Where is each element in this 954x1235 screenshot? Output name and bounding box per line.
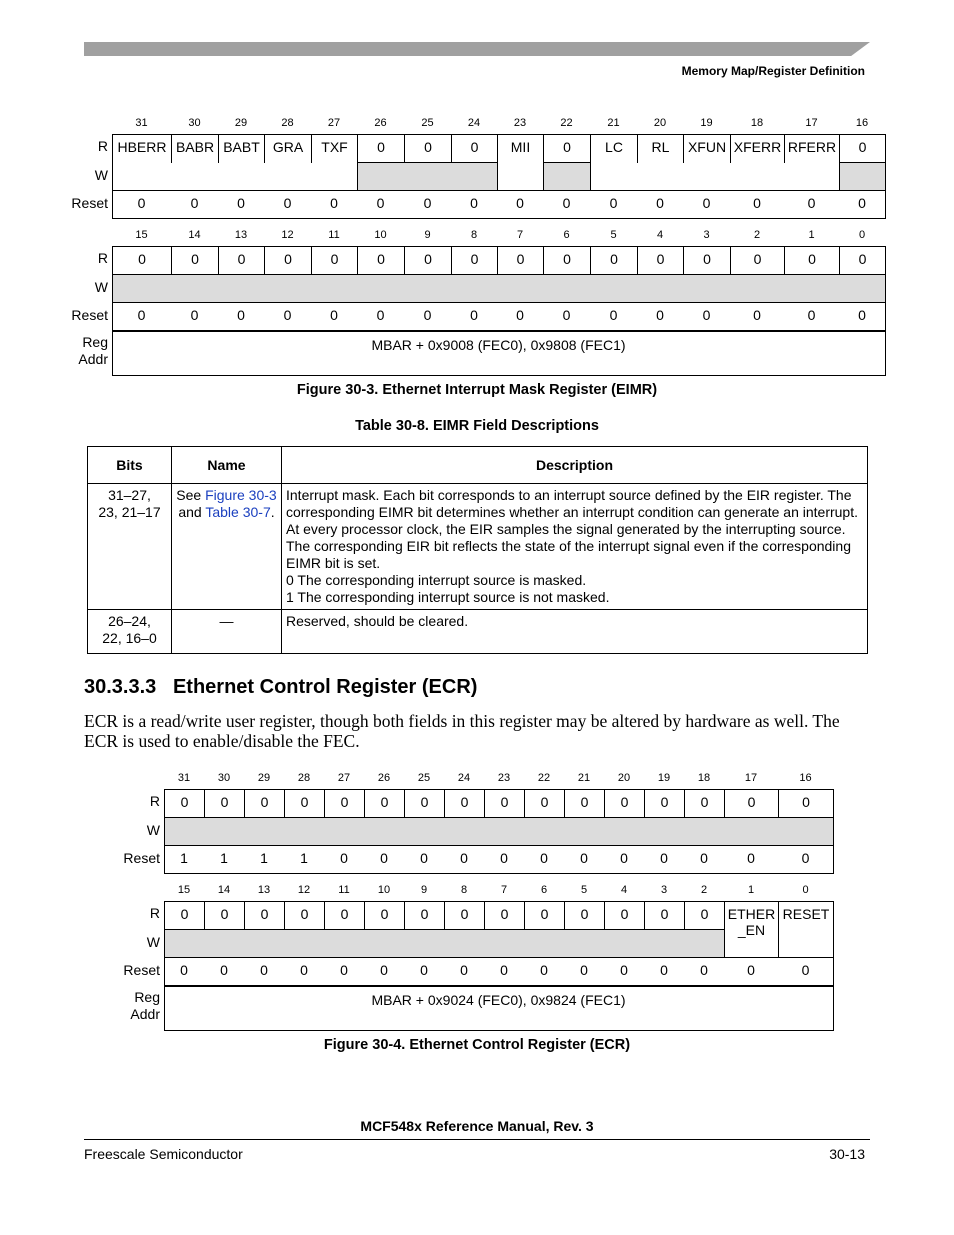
row-label-r: R	[97, 138, 108, 154]
field-cell: MII	[497, 134, 544, 163]
reset-value: 0	[562, 195, 571, 211]
figure-caption-ecr: Figure 30-4. Ethernet Control Register (ECR)	[323, 1037, 631, 1053]
reset-value: 0	[137, 307, 146, 323]
reset-value: 0	[747, 962, 755, 978]
field-cell: 0	[778, 789, 834, 818]
field-cell: 0	[839, 246, 886, 275]
bit-number: 29	[234, 117, 248, 129]
reset-value: 0	[420, 850, 428, 866]
write-reserved-shade	[357, 162, 498, 191]
field-cell: ETHER _EN	[724, 901, 779, 958]
bit-number: 30	[217, 772, 231, 784]
reset-value: 0	[801, 962, 810, 978]
field-cell: 0	[204, 901, 245, 930]
reset-value: 0	[190, 307, 199, 323]
description-option: 1 The corresponding interrupt source is not masked.	[286, 589, 610, 605]
reset-value: 0	[620, 962, 628, 978]
field-cell: 0	[404, 134, 452, 163]
bit-number: 4	[656, 229, 664, 241]
section-heading: 30.3.3.3 Ethernet Control Register (ECR)	[84, 676, 478, 698]
section-body: ECR is a read/write user register, though both fields in this register may be altered by hardware as well. The ECR is used to enable/disable the FEC.	[84, 711, 840, 751]
row-label-reset: Reset	[71, 195, 108, 211]
row-label-addr: Addr	[130, 1006, 160, 1022]
field-cell: 0	[724, 789, 779, 818]
bit-number: 13	[257, 884, 271, 896]
reset-value: 0	[700, 962, 708, 978]
field-cell: 0	[497, 246, 544, 275]
reset-value: 0	[376, 195, 385, 211]
row-label-addr: Addr	[78, 351, 108, 367]
field-cell: 0	[444, 789, 485, 818]
row-label-reset: Reset	[71, 307, 108, 323]
field-cell: 0	[637, 246, 684, 275]
bits-text: 31–27,	[108, 487, 151, 503]
bit-number: 16	[799, 772, 812, 784]
reset-value: 0	[700, 850, 708, 866]
row-label-reg: Reg	[82, 334, 108, 350]
bit-number: 8	[460, 884, 468, 896]
field-cell: 0	[784, 246, 840, 275]
reset-value: 0	[500, 850, 508, 866]
bit-number: 20	[653, 117, 667, 129]
field-cell: 0	[364, 789, 405, 818]
reset-value: 0	[609, 195, 618, 211]
bits-text: 26–24,	[108, 613, 151, 629]
bit-number: 30	[188, 117, 201, 129]
bit-number: 7	[516, 229, 524, 241]
bit-number: 1	[747, 884, 755, 896]
reset-value: 0	[340, 962, 348, 978]
bits-cell	[88, 484, 172, 610]
bit-number: 7	[500, 884, 508, 896]
row-label-w: W	[94, 279, 108, 295]
bit-number: 21	[577, 772, 591, 784]
description-header: Description	[282, 447, 868, 484]
bit-number: 16	[855, 117, 869, 129]
reset-value: 0	[380, 962, 388, 978]
bit-number: 18	[750, 117, 764, 129]
field-cell: 0	[244, 901, 285, 930]
reset-value: 0	[580, 962, 588, 978]
reset-value: 0	[801, 850, 810, 866]
field-cell: 0	[564, 789, 605, 818]
bits-cell	[88, 610, 172, 654]
field-cell: 0	[484, 789, 525, 818]
field-cell: 0	[404, 246, 452, 275]
bit-number: 27	[337, 772, 351, 784]
row-label-r: R	[149, 793, 160, 809]
reg-address: MBAR + 0x9024 (FEC0), 0x9824 (FEC1)	[371, 992, 626, 1008]
bit-number: 22	[537, 772, 551, 784]
page-number: 30-13	[829, 1146, 865, 1162]
table-row	[88, 484, 868, 610]
reset-value: 0	[137, 195, 146, 211]
reset-value: 0	[660, 962, 668, 978]
reset-value: 0	[753, 307, 761, 323]
reset-value: 0	[516, 195, 524, 211]
header-bar	[84, 42, 870, 56]
reset-value: 0	[609, 307, 618, 323]
field-cell: 0	[564, 901, 605, 930]
bit-number: 5	[580, 884, 588, 896]
reset-value: 0	[540, 962, 548, 978]
bit-number: 31	[177, 772, 191, 784]
write-reserved-shade	[112, 274, 886, 303]
field-cell: 0	[684, 789, 725, 818]
field-cell: 0	[524, 789, 565, 818]
field-cell: 0	[284, 901, 325, 930]
name-text: .	[270, 504, 275, 520]
field-cell: 0	[204, 789, 245, 818]
bit-number: 2	[753, 229, 761, 241]
reset-value: 0	[340, 850, 348, 866]
row-label-r: R	[97, 250, 108, 266]
table-caption: Table 30-8. EIMR Field Descriptions	[355, 418, 599, 434]
write-reserved-shade	[164, 817, 834, 846]
reset-value: 0	[470, 195, 478, 211]
bit-number: 6	[563, 229, 570, 241]
field-cell: HBERR	[112, 134, 172, 163]
bit-number: 12	[297, 884, 311, 896]
reset-value: 0	[702, 195, 711, 211]
name-text: See	[176, 487, 206, 503]
name-text: and	[178, 504, 206, 520]
reset-value: 1	[300, 850, 308, 866]
reset-value: 0	[580, 850, 588, 866]
reset-value: 0	[283, 307, 292, 323]
bit-number: 6	[540, 884, 548, 896]
bit-number: 28	[297, 772, 311, 784]
field-cell: 0	[644, 901, 685, 930]
row-label-reset: Reset	[123, 850, 160, 866]
bit-number: 25	[421, 117, 434, 129]
reset-value: 0	[180, 962, 188, 978]
field-cell: 0	[357, 246, 405, 275]
field-cell: 0	[164, 789, 205, 818]
figure-link[interactable]: Figure 30-3	[205, 487, 277, 503]
bit-number: 21	[607, 117, 620, 129]
field-cell: 0	[311, 246, 358, 275]
description-cell: Reserved, should be cleared.	[282, 610, 868, 654]
field-cell: 0	[218, 246, 265, 275]
bit-number: 26	[374, 117, 387, 129]
field-cell: 0	[357, 134, 405, 163]
description-option: 0 The corresponding interrupt source is masked.	[286, 572, 587, 588]
bit-number: 4	[620, 884, 628, 896]
field-cell: 0	[324, 789, 365, 818]
bit-number: 14	[188, 229, 201, 241]
write-reserved-shade	[543, 162, 591, 191]
field-cell: 0	[644, 789, 685, 818]
reset-value: 0	[562, 307, 571, 323]
bit-number: 14	[217, 884, 231, 896]
reset-value: 0	[283, 195, 292, 211]
field-cell: RL	[637, 134, 684, 163]
bit-number: 24	[467, 117, 481, 129]
bit-number: 0	[858, 229, 866, 241]
field-cell: 0	[543, 134, 591, 163]
field-cell: 0	[244, 789, 285, 818]
bit-number: 19	[700, 117, 713, 129]
bit-number: 23	[513, 117, 527, 129]
footer-divider	[84, 1139, 870, 1140]
description-cell	[282, 484, 868, 610]
field-cell: 0	[164, 901, 205, 930]
reset-value: 0	[220, 962, 228, 978]
company-name: Freescale Semiconductor	[84, 1146, 243, 1162]
bit-number: 22	[560, 117, 573, 129]
name-header: Name	[172, 447, 282, 484]
bit-number: 15	[177, 884, 191, 896]
bit-number: 8	[470, 229, 478, 241]
field-cell: 0	[524, 901, 565, 930]
reset-value: 0	[656, 195, 664, 211]
reset-value: 0	[460, 962, 468, 978]
reset-value: 0	[807, 195, 816, 211]
reset-value: 0	[858, 195, 866, 211]
reset-value: 0	[420, 962, 428, 978]
reset-value: 0	[516, 307, 524, 323]
reset-value: 0	[747, 850, 755, 866]
field-cell: 0	[730, 246, 785, 275]
field-cell: BABR	[171, 134, 219, 163]
row-label-reset: Reset	[123, 962, 160, 978]
reset-value: 0	[260, 962, 268, 978]
field-cell: 0	[112, 246, 172, 275]
field-cell: 0	[604, 901, 645, 930]
field-cell: 0	[839, 134, 886, 163]
row-label-w: W	[146, 934, 160, 950]
row-label-w: W	[94, 167, 108, 183]
bit-number: 3	[703, 229, 710, 241]
reset-value: 0	[702, 307, 711, 323]
field-cell: BABT	[218, 134, 265, 163]
bit-number: 5	[610, 229, 617, 241]
bit-number: 11	[328, 229, 340, 241]
field-cell: 0	[264, 246, 312, 275]
name-cell: —	[172, 610, 282, 654]
reset-value: 0	[660, 850, 668, 866]
bit-number: 13	[234, 229, 248, 241]
bit-number: 2	[700, 884, 708, 896]
reset-value: 0	[237, 307, 245, 323]
reset-value: 1	[260, 850, 268, 866]
field-cell: GRA	[264, 134, 312, 163]
field-cell: 0	[404, 789, 445, 818]
manual-title: MCF548x Reference Manual, Rev. 3	[360, 1118, 594, 1134]
table-header-row	[88, 447, 868, 484]
name-cell	[172, 484, 282, 610]
table-row	[88, 610, 868, 654]
reset-value: 0	[470, 307, 478, 323]
bit-number: 28	[281, 117, 294, 129]
reset-value: 0	[807, 307, 816, 323]
bits-text: 23, 21–17	[98, 504, 161, 520]
row-label-reg: Reg	[134, 989, 160, 1005]
bit-number: 31	[135, 117, 148, 129]
bits-header: Bits	[88, 447, 172, 484]
field-cell: 0	[451, 134, 498, 163]
reset-value: 0	[858, 307, 866, 323]
bit-number: 20	[617, 772, 631, 784]
field-cell: 0	[451, 246, 498, 275]
reset-value: 0	[423, 195, 432, 211]
field-cell: RESET	[778, 901, 834, 958]
bit-number: 25	[417, 772, 431, 784]
bit-number: 9	[420, 884, 428, 896]
reset-value: 0	[500, 962, 508, 978]
running-header: Memory Map/Register Definition	[681, 64, 865, 78]
field-cell: 0	[684, 901, 725, 930]
reset-value: 1	[220, 850, 228, 866]
field-cell: 0	[444, 901, 485, 930]
reset-value: 0	[330, 307, 338, 323]
field-cell: 0	[324, 901, 365, 930]
reset-value: 1	[180, 850, 188, 866]
field-cell: 0	[404, 901, 445, 930]
reg-address: MBAR + 0x9008 (FEC0), 0x9808 (FEC1)	[371, 337, 626, 353]
bit-number: 1	[808, 229, 815, 241]
field-cell: 0	[364, 901, 405, 930]
bit-number: 19	[657, 772, 671, 784]
field-cell: LC	[590, 134, 638, 163]
write-reserved-shade	[164, 929, 725, 958]
bit-number: 27	[327, 117, 341, 129]
reset-value: 0	[540, 850, 548, 866]
reset-value: 0	[300, 962, 308, 978]
field-cell: XFERR	[730, 134, 785, 163]
field-cell: TXF	[311, 134, 358, 163]
bit-number: 24	[457, 772, 471, 784]
bit-number: 0	[802, 884, 809, 896]
reset-value: 0	[423, 307, 432, 323]
reset-value: 0	[330, 195, 338, 211]
field-cell: 0	[590, 246, 638, 275]
bit-number: 11	[338, 884, 350, 896]
write-reserved-shade	[839, 162, 886, 191]
bit-number: 18	[697, 772, 711, 784]
field-cell: XFUN	[683, 134, 731, 163]
bit-number: 9	[424, 229, 431, 241]
field-cell: 0	[543, 246, 591, 275]
bit-number: 10	[377, 884, 391, 896]
bit-number: 26	[377, 772, 391, 784]
bit-number: 15	[135, 229, 148, 241]
bit-number: 17	[805, 117, 818, 129]
field-cell: RFERR	[784, 134, 840, 163]
field-cell: 0	[683, 246, 731, 275]
row-label-r: R	[149, 905, 160, 921]
reset-value: 0	[620, 850, 628, 866]
bit-number: 3	[660, 884, 668, 896]
reset-value: 0	[753, 195, 761, 211]
field-cell: 0	[171, 246, 219, 275]
reset-value: 0	[190, 195, 199, 211]
bit-number: 23	[497, 772, 511, 784]
reset-value: 0	[376, 307, 385, 323]
field-cell: 0	[484, 901, 525, 930]
description-text: Interrupt mask. Each bit corresponds to an interrupt source defined by the EIR register. The corresponding EIMR bit determines whether an interrupt condition can generate an interrupt. At every processor clock, the EIR samples the signal generated by the interrupting source. The corresponding EIR bit reflects the state of the interrupt signal even if the corresponding EIMR bit is set.	[286, 487, 858, 571]
figure-caption-eimr: Figure 30-3. Ethernet Interrupt Mask Register (EIMR)	[296, 382, 658, 398]
reset-value: 0	[656, 307, 664, 323]
row-label-w: W	[146, 822, 160, 838]
bit-number: 10	[374, 229, 387, 241]
bit-number: 17	[744, 772, 758, 784]
reset-value: 0	[460, 850, 468, 866]
bits-text: 22, 16–0	[102, 630, 157, 646]
reset-value: 0	[237, 195, 245, 211]
table-link[interactable]: Table 30-7	[205, 504, 271, 520]
bit-number: 12	[281, 229, 294, 241]
reset-value: 0	[380, 850, 388, 866]
bit-number: 29	[257, 772, 271, 784]
field-cell: 0	[284, 789, 325, 818]
field-cell: 0	[604, 789, 645, 818]
field-descriptions-table	[87, 446, 868, 654]
